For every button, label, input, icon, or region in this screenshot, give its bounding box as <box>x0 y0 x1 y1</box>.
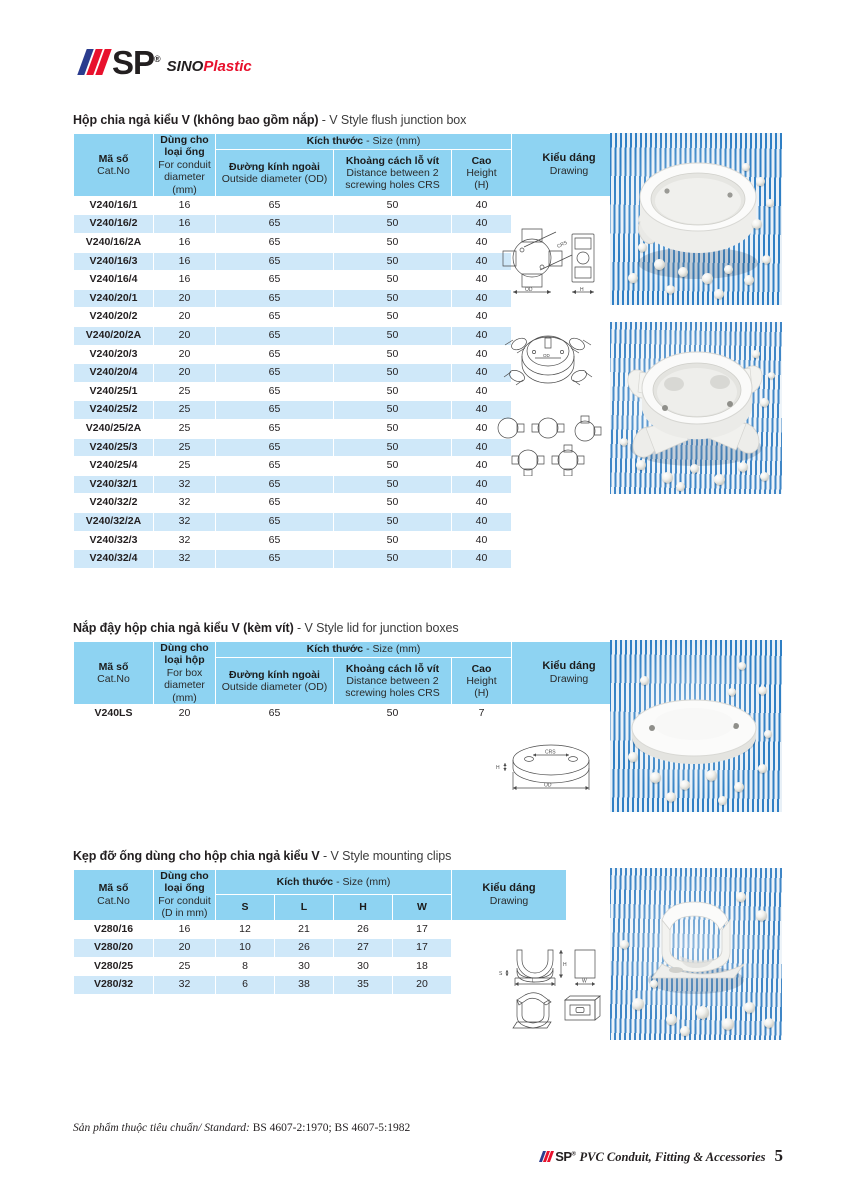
cell-s: 10 <box>216 939 275 958</box>
header-conduit-diameter: Dùng cho loại ống For conduit (D in mm) <box>154 870 216 921</box>
cell-od: 65 <box>216 271 334 290</box>
section-3-title: Kẹp đỡ ống dùng cho hộp chia ngả kiểu V - V Style mounting clips <box>73 849 452 863</box>
cell-use: 25 <box>154 438 216 457</box>
header-catno: Mã số Cat.No <box>74 870 154 921</box>
cell-use: 32 <box>154 475 216 494</box>
cell-crs: 50 <box>334 531 452 550</box>
cell-h: 40 <box>452 550 512 569</box>
cell-h: 40 <box>452 252 512 271</box>
cell-od: 65 <box>216 252 334 271</box>
header-height: Cao Height (H) <box>452 150 512 197</box>
junction-box-drawings <box>492 222 604 482</box>
cell-od: 65 <box>216 234 334 253</box>
header-screw-distance: Khoảng cách lỗ vít Distance between 2 screwing holes CRS <box>334 658 452 705</box>
cell-catno: V240/16/2A <box>74 234 154 253</box>
cell-crs: 50 <box>334 401 452 420</box>
cell-l: 30 <box>275 957 334 976</box>
cell-use: 20 <box>154 327 216 346</box>
cell-use: 20 <box>154 345 216 364</box>
cell-use: 25 <box>154 957 216 976</box>
cell-catno: V240/16/1 <box>74 196 154 215</box>
cell-catno: V240/32/2 <box>74 494 154 513</box>
cell-catno: V240/25/3 <box>74 438 154 457</box>
svg-text:OD: OD <box>544 782 552 789</box>
cell-h: 40 <box>452 512 512 531</box>
cell-w: 17 <box>393 939 452 958</box>
cell-catno: V280/25 <box>74 957 154 976</box>
footer-brand-bar <box>541 1146 783 1166</box>
header-outside-diameter: Đường kính ngoài Outside diameter (OD) <box>216 150 334 197</box>
cell-od: 65 <box>216 289 334 308</box>
table-header <box>74 870 567 921</box>
lid-elevation-drawing <box>493 738 603 796</box>
cell-od: 65 <box>216 382 334 401</box>
cell-catno: V240/32/4 <box>74 550 154 569</box>
junction-box-plan-drawing <box>494 222 602 300</box>
cell-h: 40 <box>452 475 512 494</box>
cell-use: 32 <box>154 512 216 531</box>
cell-crs: 50 <box>334 271 452 290</box>
cell-od: 65 <box>216 531 334 550</box>
cell-crs: 50 <box>334 345 452 364</box>
clip-dimension-drawing <box>493 938 603 1038</box>
cell-catno: V240/25/2 <box>74 401 154 420</box>
cell-catno: V240/20/2A <box>74 327 154 346</box>
header-size-group: Kích thước - Size (mm) <box>216 642 512 658</box>
cell-catno: V280/20 <box>74 939 154 958</box>
header-screw-distance: Khoảng cách lỗ vít Distance between 2 screwing holes CRS <box>334 150 452 197</box>
cell-od: 65 <box>216 420 334 439</box>
cell-crs: 50 <box>334 420 452 439</box>
logo-sp-text: SP® <box>112 43 160 81</box>
cell-crs: 50 <box>334 475 452 494</box>
cell-crs: 50 <box>334 512 452 531</box>
lid-table-body <box>74 704 627 723</box>
svg-text:L: L <box>532 978 535 985</box>
cell-use: 32 <box>154 550 216 569</box>
header-dim-h: H <box>334 895 393 920</box>
cell-catno: V240/16/4 <box>74 271 154 290</box>
header-drawing: Kiểu dáng Drawing <box>512 642 627 705</box>
cell-catno: V240/25/2A <box>74 420 154 439</box>
cell-h: 40 <box>452 364 512 383</box>
standard-label: Sản phẩm thuộc tiêu chuẩn/ Standard: <box>73 1122 250 1134</box>
cell-catno: V280/32 <box>74 976 154 995</box>
svg-text:OD: OD <box>525 287 533 293</box>
cell-catno: V240/20/3 <box>74 345 154 364</box>
cell-crs: 50 <box>334 457 452 476</box>
cell-h: 40 <box>452 271 512 290</box>
cell-use: 16 <box>154 234 216 253</box>
cell-h: 40 <box>452 438 512 457</box>
header-size-group: Kích thước - Size (mm) <box>216 870 452 895</box>
cell-catno: V240/32/3 <box>74 531 154 550</box>
cell-catno: V240LS <box>74 704 154 723</box>
cell-h: 40 <box>452 420 512 439</box>
header-catno: Mã số Cat.No <box>74 642 154 705</box>
brand-logo <box>82 42 252 82</box>
cell-use: 16 <box>154 196 216 215</box>
cell-catno: V240/25/1 <box>74 382 154 401</box>
cell-s: 8 <box>216 957 275 976</box>
cell-h: 40 <box>452 234 512 253</box>
cell-h: 26 <box>334 920 393 939</box>
cell-w: 17 <box>393 920 452 939</box>
cell-catno: V240/32/1 <box>74 475 154 494</box>
footer-logo-stripes-icon <box>541 1151 553 1162</box>
cell-catno: V240/16/2 <box>74 215 154 234</box>
cell-crs: 50 <box>334 327 452 346</box>
header-drawing: Kiểu dáng Drawing <box>512 134 627 197</box>
cell-h: 40 <box>452 457 512 476</box>
cell-use: 32 <box>154 494 216 513</box>
table-row <box>74 196 627 215</box>
cell-h: 40 <box>452 401 512 420</box>
cell-use: 20 <box>154 939 216 958</box>
header-catno: Mã số Cat.No <box>74 134 154 197</box>
logo-company-name: SINOPlastic <box>166 57 252 75</box>
photo-one-way-junction-box <box>610 133 782 305</box>
cell-use: 20 <box>154 289 216 308</box>
cell-use: 25 <box>154 401 216 420</box>
svg-text:CRS: CRS <box>556 239 569 250</box>
lid-drawing <box>492 738 604 796</box>
svg-text:S: S <box>499 971 503 977</box>
section-1-title: Hộp chia ngả kiểu V (không bao gồm nắp) - V Style flush junction box <box>73 113 467 127</box>
cell-catno: V240/25/4 <box>74 457 154 476</box>
cell-crs: 50 <box>334 438 452 457</box>
standard-note <box>73 1122 410 1134</box>
svg-text:CRS: CRS <box>545 749 556 756</box>
photo-round-lid <box>610 640 782 812</box>
header-dim-w: W <box>393 895 452 920</box>
cell-catno: V280/16 <box>74 920 154 939</box>
cell-h: 40 <box>452 345 512 364</box>
cell-od: 65 <box>216 327 334 346</box>
cell-crs: 50 <box>334 382 452 401</box>
cell-use: 20 <box>154 364 216 383</box>
cell-h: 35 <box>334 976 393 995</box>
svg-text:H: H <box>580 287 584 293</box>
standard-value: BS 4607-2:1970; BS 4607-5:1982 <box>252 1122 411 1134</box>
header-height: Cao Height (H) <box>452 658 512 705</box>
cell-catno: V240/20/4 <box>74 364 154 383</box>
cell-use: 32 <box>154 531 216 550</box>
cell-od: 65 <box>216 704 334 723</box>
cell-w: 20 <box>393 976 452 995</box>
cell-l: 26 <box>275 939 334 958</box>
header-size-group: Kích thước - Size (mm) <box>216 134 512 150</box>
cell-use: 20 <box>154 308 216 327</box>
junction-box-variants-drawing <box>494 414 602 476</box>
cell-use: 16 <box>154 252 216 271</box>
cell-catno: V240/20/1 <box>74 289 154 308</box>
cell-crs: 50 <box>334 196 452 215</box>
cell-use: 16 <box>154 920 216 939</box>
cell-od: 65 <box>216 215 334 234</box>
footer-tagline: PVC Conduit, Fitting & Accessories <box>579 1150 766 1164</box>
cell-od: 65 <box>216 308 334 327</box>
junction-box-isometric-drawing <box>501 320 596 400</box>
cell-crs: 50 <box>334 704 452 723</box>
cell-h: 40 <box>452 494 512 513</box>
cell-use: 32 <box>154 976 216 995</box>
cell-od: 65 <box>216 364 334 383</box>
cell-use: 25 <box>154 420 216 439</box>
cell-use: 25 <box>154 457 216 476</box>
cell-h: 40 <box>452 289 512 308</box>
cell-h: 40 <box>452 531 512 550</box>
svg-text:W: W <box>582 978 587 985</box>
header-conduit-diameter: Dùng cho loại ống For conduit diameter (mm) <box>154 134 216 197</box>
cell-od: 65 <box>216 550 334 569</box>
photo-mounting-clip <box>610 868 782 1040</box>
cell-h: 40 <box>452 196 512 215</box>
header-drawing: Kiểu dáng Drawing <box>452 870 567 921</box>
cell-l: 21 <box>275 920 334 939</box>
cell-s: 12 <box>216 920 275 939</box>
cell-use: 20 <box>154 704 216 723</box>
cell-use: 16 <box>154 271 216 290</box>
cell-catno: V240/20/2 <box>74 308 154 327</box>
cell-l: 38 <box>275 976 334 995</box>
cell-catno: V240/32/2A <box>74 512 154 531</box>
cell-od: 65 <box>216 196 334 215</box>
logo-stripes-icon <box>82 49 109 75</box>
cell-h: 7 <box>452 704 512 723</box>
cell-h: 40 <box>452 327 512 346</box>
cell-od: 65 <box>216 438 334 457</box>
cell-od: 65 <box>216 457 334 476</box>
cell-od: 65 <box>216 475 334 494</box>
mounting-clip-drawing <box>492 938 604 1038</box>
cell-crs: 50 <box>334 308 452 327</box>
cell-h: 27 <box>334 939 393 958</box>
cell-crs: 50 <box>334 364 452 383</box>
section-2-title: Nắp đậy hộp chia ngả kiểu V (kèm vít) - V Style lid for junction boxes <box>73 621 459 635</box>
cell-crs: 50 <box>334 252 452 271</box>
cell-catno: V240/16/3 <box>74 252 154 271</box>
cell-s: 6 <box>216 976 275 995</box>
table-header <box>74 134 627 197</box>
header-dim-s: S <box>216 895 275 920</box>
table-header <box>74 642 627 705</box>
svg-text:OD: OD <box>542 353 550 358</box>
cell-crs: 50 <box>334 289 452 308</box>
cell-crs: 50 <box>334 215 452 234</box>
cell-h: 40 <box>452 215 512 234</box>
cell-w: 18 <box>393 957 452 976</box>
cell-crs: 50 <box>334 234 452 253</box>
cell-od: 65 <box>216 345 334 364</box>
cell-od: 65 <box>216 494 334 513</box>
cell-od: 65 <box>216 401 334 420</box>
cell-use: 16 <box>154 215 216 234</box>
svg-text:H: H <box>563 962 567 968</box>
cell-crs: 50 <box>334 550 452 569</box>
footer-logo-sp: SP® <box>555 1149 576 1164</box>
header-box-diameter: Dùng cho loại hộp For box diameter (mm) <box>154 642 216 705</box>
photo-four-way-junction-box <box>610 322 782 494</box>
cell-h: 40 <box>452 308 512 327</box>
table-row <box>74 920 567 939</box>
table-row <box>74 704 627 723</box>
cell-od: 65 <box>216 512 334 531</box>
cell-h: 30 <box>334 957 393 976</box>
cell-use: 25 <box>154 382 216 401</box>
section-lid <box>73 621 627 723</box>
page-number: 5 <box>774 1146 783 1165</box>
svg-text:H: H <box>496 765 500 771</box>
cell-h: 40 <box>452 382 512 401</box>
cell-crs: 50 <box>334 494 452 513</box>
lid-table <box>73 641 627 723</box>
header-dim-l: L <box>275 895 334 920</box>
header-outside-diameter: Đường kính ngoài Outside diameter (OD) <box>216 658 334 705</box>
